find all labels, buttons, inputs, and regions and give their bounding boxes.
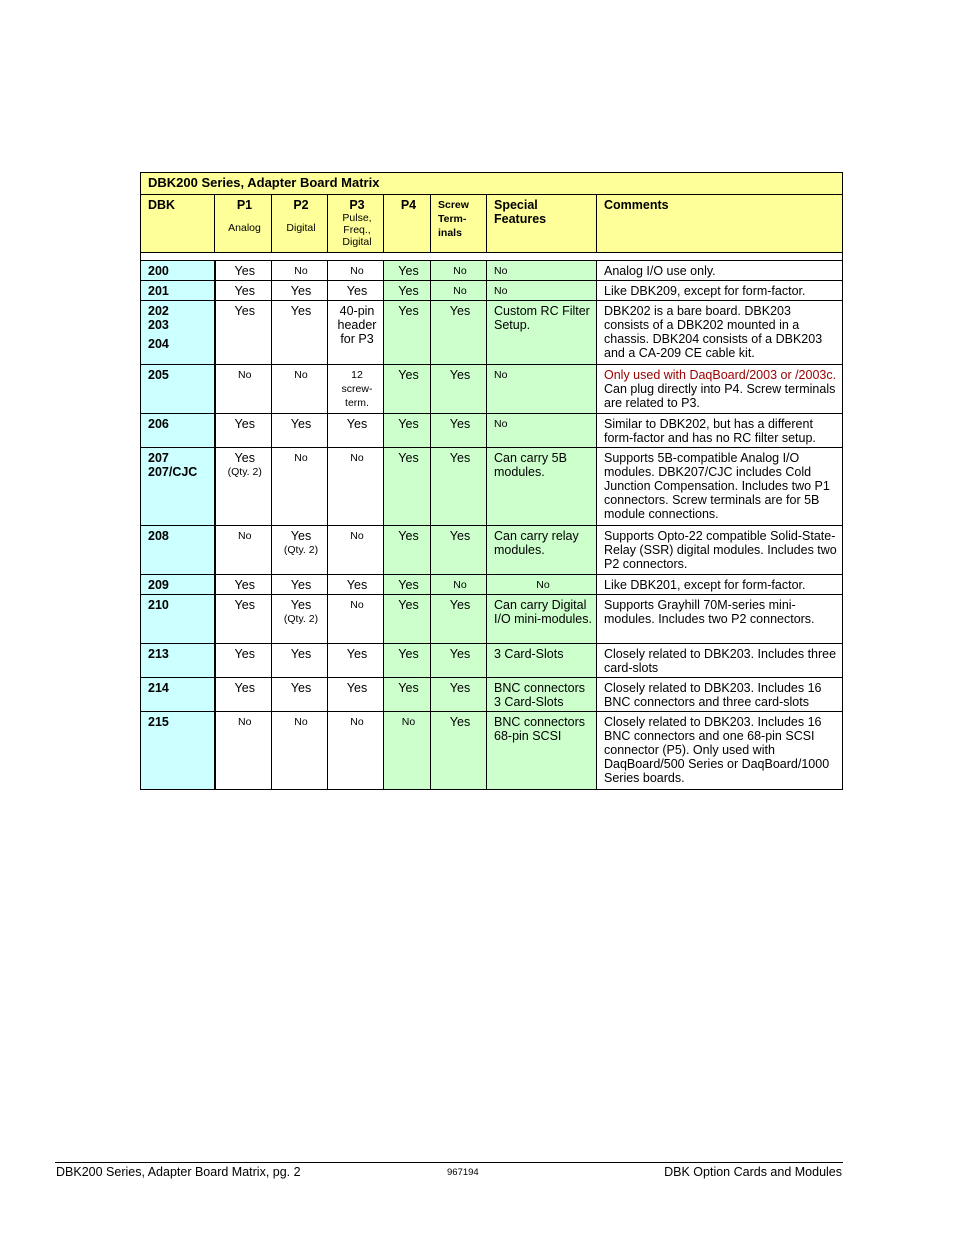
cell-p3	[328, 644, 384, 678]
cell-p2	[272, 575, 328, 595]
cell-value: No	[453, 265, 467, 277]
cell-value: Yes	[346, 681, 368, 695]
cell-special-features	[487, 261, 597, 281]
cell-dbk	[141, 261, 215, 281]
cell-value: Yes	[449, 417, 471, 431]
cell-comments	[597, 365, 843, 414]
cell-value: Yes	[290, 284, 312, 298]
header-p2: P2 Digital	[272, 195, 328, 253]
comment-text: Similar to DBK202, but has a different form-factor and has no RC filter setup.	[604, 417, 816, 445]
footer-right: DBK Option Cards and Modules	[664, 1165, 842, 1179]
cell-value: No	[238, 530, 252, 542]
cell-comments	[597, 526, 843, 575]
table-row	[141, 261, 843, 281]
cell-value: Yes	[449, 304, 471, 318]
cell-dbk	[141, 712, 215, 790]
cell-value: No	[238, 716, 252, 728]
dbk-model: 200	[148, 264, 169, 278]
dbk-model: 213	[148, 647, 169, 661]
cell-value: Yes	[398, 284, 419, 298]
cell-screw	[431, 678, 487, 712]
comment-text: Closely related to DBK203. Includes three card-slots	[604, 647, 837, 675]
cell-p4	[384, 261, 431, 281]
cell-value: Yes	[449, 715, 471, 729]
dbk-model: 210	[148, 598, 169, 612]
cell-p4	[384, 281, 431, 301]
special-features-text: Can carry relay modules.	[494, 529, 579, 557]
cell-p1	[215, 712, 272, 790]
cell-special-features	[487, 575, 597, 595]
comment-text: Like DBK209, except for form-factor.	[604, 284, 806, 298]
dbk-model: 207	[148, 451, 169, 465]
cell-screw	[431, 448, 487, 526]
cell-comments	[597, 644, 843, 678]
cell-dbk	[141, 301, 215, 365]
cell-p2	[272, 281, 328, 301]
cell-p1	[215, 448, 272, 526]
cell-p1	[215, 301, 272, 365]
cell-value: 12 screw-term.	[341, 369, 373, 409]
cell-special-features	[487, 414, 597, 448]
cell-value: Yes	[449, 647, 471, 661]
cell-dbk	[141, 365, 215, 414]
cell-value: Yes	[449, 681, 471, 695]
dbk-model: 202	[148, 304, 169, 318]
cell-p4	[384, 414, 431, 448]
comment-text: Supports Opto-22 compatible Solid-State-Relay (SSR) digital modules. Includes two P2 connectors.	[604, 529, 837, 571]
cell-value: No	[350, 265, 364, 277]
cell-value: No	[238, 369, 252, 381]
special-features-text: BNC connectors 68-pin SCSI	[494, 715, 586, 743]
cell-p1	[215, 678, 272, 712]
footer-left: DBK200 Series, Adapter Board Matrix, pg. 2	[56, 1165, 301, 1179]
header-comments: Comments	[597, 195, 843, 253]
cell-p3	[328, 261, 384, 281]
dbk-model: 209	[148, 578, 169, 592]
quantity-note: (Qty. 2)	[283, 613, 319, 625]
cell-value: Yes	[346, 417, 368, 431]
table-row	[141, 644, 843, 678]
cell-dbk	[141, 448, 215, 526]
cell-value: Yes	[449, 451, 471, 465]
cell-comments	[597, 575, 843, 595]
cell-screw	[431, 526, 487, 575]
cell-value: Yes	[398, 417, 419, 431]
cell-value: No	[294, 265, 308, 277]
cell-p4	[384, 712, 431, 790]
cell-screw	[431, 644, 487, 678]
cell-p1	[215, 261, 272, 281]
header-dbk: DBK	[141, 195, 215, 253]
cell-p3	[328, 526, 384, 575]
dbk-model: 206	[148, 417, 169, 431]
header-p1: P1 Analog	[215, 195, 272, 253]
cell-p3	[328, 281, 384, 301]
cell-p2	[272, 414, 328, 448]
cell-value: Yes	[290, 647, 312, 661]
cell-comments	[597, 261, 843, 281]
cell-value: Yes	[346, 284, 368, 298]
special-features-text: 3 Card-Slots	[494, 647, 564, 661]
cell-comments	[597, 414, 843, 448]
cell-screw	[431, 301, 487, 365]
cell-p2	[272, 678, 328, 712]
dbk-model: 204	[148, 337, 169, 351]
cell-p3	[328, 575, 384, 595]
cell-p3	[328, 712, 384, 790]
cell-comments	[597, 448, 843, 526]
cell-value: Yes	[234, 681, 255, 695]
cell-p1	[215, 365, 272, 414]
cell-value: Yes	[234, 417, 255, 431]
cell-value: Yes	[234, 304, 255, 318]
special-features-text: No	[536, 579, 550, 591]
cell-p4	[384, 678, 431, 712]
cell-p2	[272, 595, 328, 644]
cell-p2	[272, 301, 328, 365]
comment-text: Can plug directly into P4. Screw terminals are related to P3.	[604, 382, 836, 410]
dbk-model: 201	[148, 284, 169, 298]
cell-value: No	[294, 452, 308, 464]
special-features-text: Can carry Digital I/O mini-modules.	[494, 598, 592, 626]
cell-value: Yes	[398, 264, 419, 278]
cell-p4	[384, 595, 431, 644]
table-row	[141, 414, 843, 448]
cell-value: Yes	[234, 647, 255, 661]
comment-text: Supports 5B-compatible Analog I/O modules. DBK207/CJC includes Cold Junction Compensation. Includes two P1 connectors. Screw terminals are for 5B module connections.	[604, 451, 830, 521]
cell-special-features	[487, 712, 597, 790]
cell-value: Yes	[290, 681, 312, 695]
cell-screw	[431, 712, 487, 790]
cell-value: Yes	[234, 264, 255, 278]
cell-dbk	[141, 575, 215, 595]
dbk-model: 203	[148, 318, 169, 332]
cell-p1	[215, 526, 272, 575]
cell-p2	[272, 644, 328, 678]
cell-p4	[384, 448, 431, 526]
cell-special-features	[487, 644, 597, 678]
cell-p3	[328, 414, 384, 448]
cell-screw	[431, 281, 487, 301]
cell-p4	[384, 575, 431, 595]
cell-p2	[272, 526, 328, 575]
cell-special-features	[487, 365, 597, 414]
cell-value: Yes	[346, 578, 368, 592]
cell-p1	[215, 575, 272, 595]
cell-dbk	[141, 414, 215, 448]
cell-value: Yes	[234, 284, 255, 298]
dbk-model: 214	[148, 681, 169, 695]
cell-p2	[272, 365, 328, 414]
dbk-model: 205	[148, 368, 169, 382]
cell-value: Yes	[398, 529, 419, 543]
table-row	[141, 526, 843, 575]
comment-text: Closely related to DBK203. Includes 16 BNC connectors and one 68-pin SCSI connector (P5). Only used with DaqBoard/500 Series or DaqBoard/1000 Series boards.	[604, 715, 830, 785]
cell-value: Yes	[449, 529, 471, 543]
cell-p2	[272, 261, 328, 281]
dbk-model: 207/CJC	[148, 465, 198, 479]
cell-dbk	[141, 644, 215, 678]
cell-p4	[384, 365, 431, 414]
cell-screw	[431, 575, 487, 595]
cell-value: Yes	[398, 681, 419, 695]
table-header-row	[141, 195, 843, 253]
special-features-text: No	[494, 265, 508, 277]
cell-value: Yes	[398, 578, 419, 592]
cell-dbk	[141, 281, 215, 301]
cell-p3	[328, 365, 384, 414]
cell-screw	[431, 365, 487, 414]
cell-value: Yes	[290, 578, 312, 592]
quantity-note: (Qty. 2)	[283, 544, 319, 556]
footer-rule	[55, 1162, 843, 1163]
header-special-features: Special Features	[487, 195, 597, 253]
table-row	[141, 678, 843, 712]
comment-text: Like DBK201, except for form-factor.	[604, 578, 806, 592]
table-row	[141, 595, 843, 644]
dbk-model: 208	[148, 529, 169, 543]
cell-screw	[431, 261, 487, 281]
dbk-model: 215	[148, 715, 169, 729]
cell-value: Yes	[290, 304, 312, 318]
cell-value: Yes	[449, 368, 471, 382]
comment-text: Supports Grayhill 70M-series mini-modules. Includes two P2 connectors.	[604, 598, 815, 626]
cell-comments	[597, 301, 843, 365]
cell-value: No	[453, 285, 467, 297]
special-features-text: No	[494, 285, 508, 297]
cell-value: 40-pin header for P3	[337, 304, 377, 346]
special-features-text: BNC connectors 3 Card-Slots	[494, 681, 586, 709]
cell-p1	[215, 281, 272, 301]
quantity-note: (Qty. 2)	[227, 466, 262, 478]
cell-dbk	[141, 595, 215, 644]
cell-value: Yes	[398, 598, 419, 612]
cell-p4	[384, 301, 431, 365]
special-features-text: Custom RC Filter Setup.	[494, 304, 590, 332]
comment-text: Closely related to DBK203. Includes 16 BNC connectors and three card-slots	[604, 681, 822, 709]
cell-value: Yes	[290, 529, 312, 543]
cell-value: Yes	[449, 598, 471, 612]
cell-value: No	[350, 599, 364, 611]
table-row	[141, 448, 843, 526]
special-features-text: Can carry 5B modules.	[494, 451, 567, 479]
table-title-row	[141, 173, 843, 195]
cell-comments	[597, 712, 843, 790]
table-body	[141, 261, 843, 790]
cell-value: No	[294, 369, 308, 381]
header-spacer	[141, 253, 843, 261]
cell-screw	[431, 595, 487, 644]
table-row	[141, 281, 843, 301]
cell-p4	[384, 644, 431, 678]
special-features-text: No	[494, 369, 508, 381]
adapter-board-matrix-table	[140, 172, 843, 790]
table-row	[141, 575, 843, 595]
special-features-text: No	[494, 418, 508, 430]
comment-text: DBK202 is a bare board. DBK203 consists of a DBK202 mounted in a chassis. DBK204 consists of a DBK203 and a CA-209 CE cable kit.	[604, 304, 823, 360]
cell-p3	[328, 301, 384, 365]
cell-special-features	[487, 595, 597, 644]
cell-p2	[272, 712, 328, 790]
comment-highlight: Only used with DaqBoard/2003 or /2003c.	[604, 368, 837, 382]
cell-comments	[597, 281, 843, 301]
cell-value: No	[350, 530, 364, 542]
cell-p1	[215, 595, 272, 644]
cell-value: No	[453, 579, 467, 591]
cell-screw	[431, 414, 487, 448]
cell-p4	[384, 526, 431, 575]
cell-value: Yes	[290, 417, 312, 431]
cell-value: Yes	[234, 451, 255, 465]
table-row	[141, 712, 843, 790]
cell-value: Yes	[290, 598, 312, 612]
cell-special-features	[487, 678, 597, 712]
cell-value: No	[350, 452, 364, 464]
footer-center: 967194	[447, 1167, 479, 1178]
cell-p3	[328, 448, 384, 526]
header-screw-terminals: Screw Term-inals	[431, 195, 487, 253]
table-title: DBK200 Series, Adapter Board Matrix	[141, 173, 843, 195]
cell-value: Yes	[398, 451, 419, 465]
table-row	[141, 301, 843, 365]
cell-p1	[215, 414, 272, 448]
header-p3: P3 Pulse, Freq., Digital	[328, 195, 384, 253]
cell-dbk	[141, 678, 215, 712]
cell-p2	[272, 448, 328, 526]
cell-dbk	[141, 526, 215, 575]
cell-value: No	[294, 716, 308, 728]
cell-special-features	[487, 301, 597, 365]
cell-special-features	[487, 281, 597, 301]
cell-p3	[328, 678, 384, 712]
table-row	[141, 365, 843, 414]
cell-comments	[597, 595, 843, 644]
comment-text: Analog I/O use only.	[604, 264, 716, 278]
cell-p3	[328, 595, 384, 644]
cell-special-features	[487, 448, 597, 526]
cell-value: Yes	[398, 304, 419, 318]
cell-value: Yes	[234, 578, 255, 592]
cell-comments	[597, 678, 843, 712]
cell-value: Yes	[234, 598, 255, 612]
cell-value: Yes	[398, 647, 419, 661]
cell-special-features	[487, 526, 597, 575]
cell-value: Yes	[346, 647, 368, 661]
header-p4: P4	[384, 195, 431, 253]
cell-p1	[215, 644, 272, 678]
cell-value: Yes	[398, 368, 419, 382]
cell-value: No	[350, 716, 364, 728]
cell-value: No	[401, 716, 416, 728]
